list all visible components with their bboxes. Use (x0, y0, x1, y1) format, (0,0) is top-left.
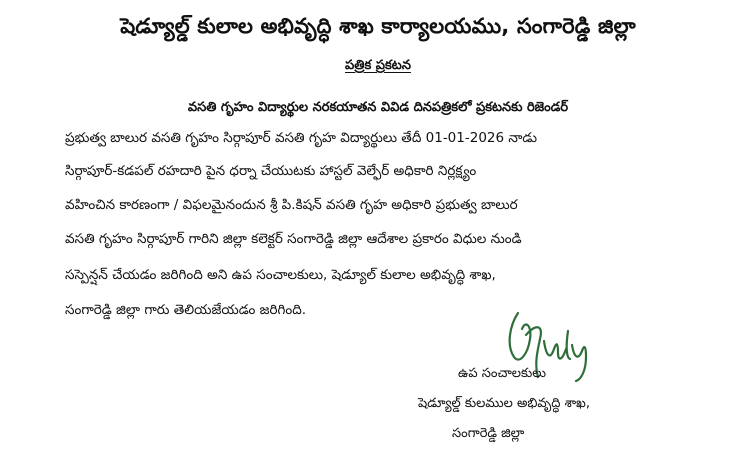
signoff-designation: ఉప సంచాలకులు (458, 366, 547, 381)
body-line-5-text: సస్పెన్షన్ చేయడం జరిగింది అని ఉప సంచాలకులు, షెడ్యూల్ కులాల అభివృద్ధి శాఖ, (65, 267, 496, 283)
body-line-4-text: వసతి గృహం సిర్గాపూర్ గారిని జిల్లా కలెక్టర్ సంగారెడ్డి జిల్లా ఆదేశాల ప్రకారం విధుల నుండి (65, 231, 522, 247)
body-line-2 (65, 163, 695, 182)
signoff-district: సంగారెడ్డి జిల్లా (452, 426, 525, 441)
body-line-1-text: ప్రభుత్వ బాలుర వసతి గృహం సిర్గాపూర్ వసతి గృహ విద్యార్థులు తేదీ 01-01-2026 నాడు (65, 130, 538, 146)
body-line-4 (65, 231, 695, 250)
body-line-6-text: సంగారెడ్డి జిల్లా గారు తెలియజేయడం జరిగింది. (65, 302, 307, 318)
press-release-heading-text: పత్రిక ప్రకటన (345, 58, 411, 73)
release-headline: వసతి గృహం విద్యార్థుల నరకయాతన వివిడ దినపత్రికలో ప్రకటనకు రిజెండర్ (187, 100, 569, 115)
signoff-department: షెడ్యూల్డ్ కులముల అభివృద్ధి శాఖ, (418, 396, 590, 411)
body-line-5 (65, 267, 695, 286)
office-title: షెడ్యూల్డ్ కులాల అభివృద్ధి శాఖ కార్యాలయము, సంగారెడ్డి జిల్లా (120, 14, 636, 38)
body-line-3-text: వహించిన కారణంగా / విఫలమైనందున శ్రీ పి.కిషన్ వసతి గృహ అధికారి ప్రభుత్వ బాలుర (65, 197, 518, 213)
body-line-3 (65, 197, 695, 216)
body-line-1 (65, 130, 695, 149)
press-release-heading (0, 58, 756, 76)
body-line-2-text: సిర్గాపూర్-కడపల్ రహదారి పైన ధర్నా చేయుటకు హాస్టల్ వెల్ఫేర్ అధికారి నిర్లక్ష్యం (65, 163, 477, 179)
